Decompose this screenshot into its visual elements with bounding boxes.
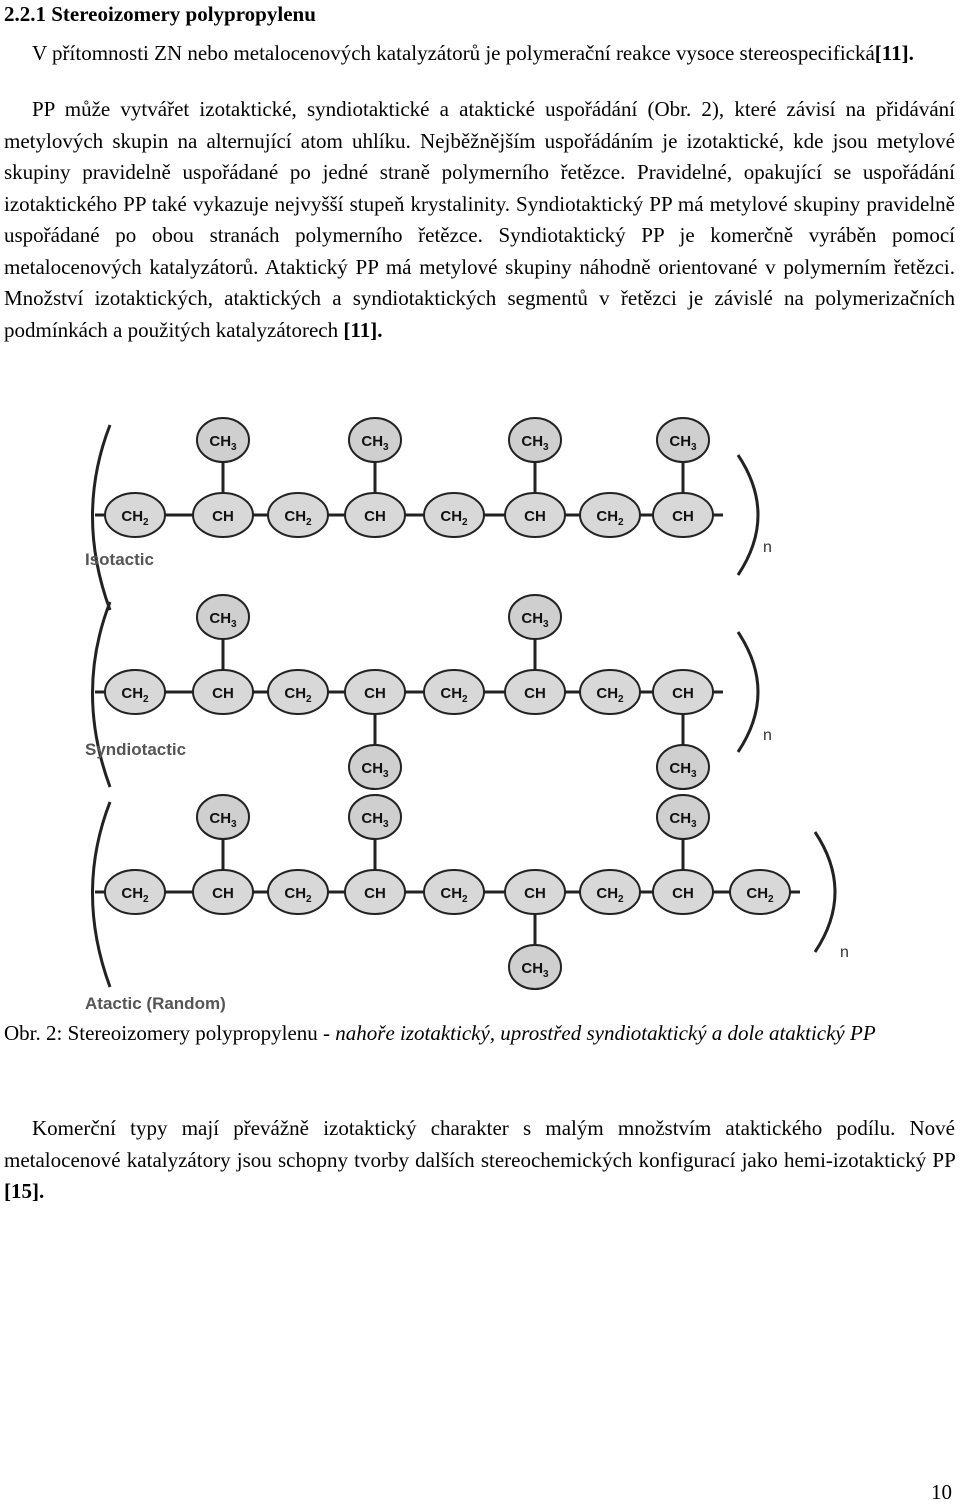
isotactic-ch-label-1: CH bbox=[212, 508, 234, 525]
atactic-ch-label-5: CH bbox=[524, 885, 546, 902]
paragraph-1-text: V přítomnosti ZN nebo metalocenových katalyzátorů je polymerační reakce vysoce stereospecifická bbox=[32, 41, 875, 65]
atactic-ch-label-7: CH bbox=[672, 885, 694, 902]
syndiotactic-right-bracket bbox=[738, 632, 758, 752]
isotactic-ch2-label-4: $CH_2$ bbox=[440, 508, 468, 528]
atactic-ch-label-3: CH bbox=[364, 885, 386, 902]
syndiotactic-ch-label-3: CH bbox=[364, 685, 386, 702]
isotactic-ch2-label-6: $CH_2$ bbox=[596, 508, 624, 528]
atactic-ch2-label-2: $CH_2$ bbox=[284, 885, 312, 905]
paragraph-2-reference: [11]. bbox=[343, 317, 383, 342]
atactic-n-label: n bbox=[840, 944, 849, 961]
atactic-ch3-label-5: $CH_3$ bbox=[521, 960, 549, 980]
syndiotactic-ch-label-5: CH bbox=[524, 685, 546, 702]
atactic-ch2-label-8: $CH_2$ bbox=[746, 885, 774, 905]
isotactic-ch-label-3: CH bbox=[364, 508, 386, 525]
isotactic-ch-label-5: CH bbox=[524, 508, 546, 525]
syndiotactic-ch2-label-2: $CH_2$ bbox=[284, 685, 312, 705]
caption-prefix: Obr. 2: Stereoizomery polypropylenu - bbox=[4, 1021, 336, 1045]
syndiotactic-label: Syndiotactic bbox=[85, 740, 187, 759]
isotactic-right-bracket bbox=[738, 455, 758, 575]
syndiotactic-ch3-label-7: $CH_3$ bbox=[669, 760, 697, 780]
stereoisomer-diagram bbox=[80, 415, 880, 1015]
syndiotactic-ch3-label-1: $CH_3$ bbox=[209, 610, 237, 630]
syndiotactic-ch3-label-3: $CH_3$ bbox=[361, 760, 389, 780]
isotactic-ch3-label-7: $CH_3$ bbox=[669, 433, 697, 453]
syndiotactic-ch-label-7: CH bbox=[672, 685, 694, 702]
atactic-ch3-label-1: $CH_3$ bbox=[209, 810, 237, 830]
isotactic-ch2-label-0: $CH_2$ bbox=[121, 508, 149, 528]
atactic-ch3-label-7: $CH_3$ bbox=[669, 810, 697, 830]
isotactic-ch-label-7: CH bbox=[672, 508, 694, 525]
atactic-label: Atactic (Random) bbox=[85, 994, 226, 1013]
isotactic-n-label: n bbox=[763, 539, 772, 556]
paragraph-2-text: PP může vytvářet izotaktické, syndiotaktické a ataktické uspořádání (Obr. 2), které závisí na přidávání metylových skupin na alternující atom uhlíku. Nejběžnějším uspořádáním je izotaktické, kde jsou metylové skupiny pravidelně uspořádané po jedné straně polymerního řetězce. Pravidelné, opakující se uspořádání izotaktického PP také vykazuje nejvyšší stupeň krystalinity. Syndiotaktický PP má metylové skupiny pravidelně uspořádané po obou stranách polymerního řetězce. Syndiotaktický PP je komerčně vyráběn pomocí metalocenových katalyzátorů. Ataktický PP má metylové skupiny náhodně orientované v polymerním řetězci. Množství izotaktických, ataktických a syndiotaktických segmentů v řetězci je závislé na polymerizačních podmínkách a použitých katalyzátorech bbox=[4, 97, 955, 342]
syndiotactic-ch2-label-6: $CH_2$ bbox=[596, 685, 624, 705]
syndiotactic-ch3-label-5: $CH_3$ bbox=[521, 610, 549, 630]
atactic-ch2-label-6: $CH_2$ bbox=[596, 885, 624, 905]
page-number: 10 bbox=[931, 1480, 952, 1504]
isotactic-ch3-label-5: $CH_3$ bbox=[521, 433, 549, 453]
atactic-ch-label-1: CH bbox=[212, 885, 234, 902]
stereoisomer-figure bbox=[80, 415, 880, 1015]
paragraph-1 bbox=[4, 38, 955, 70]
isotactic-ch3-label-1: $CH_3$ bbox=[209, 433, 237, 453]
paragraph-1-reference: [11]. bbox=[874, 41, 914, 65]
atactic-right-bracket bbox=[815, 832, 835, 952]
atactic-ch2-label-4: $CH_2$ bbox=[440, 885, 468, 905]
paragraph-2 bbox=[4, 94, 955, 346]
isotactic-ch3-label-3: $CH_3$ bbox=[361, 433, 389, 453]
paragraph-3 bbox=[4, 1113, 955, 1208]
paragraph-3-text: Komerční typy mají převážně izotaktický charakter s malým množstvím ataktického podílu. Nové metalocenové katalyzátory jsou schopny tvorby dalších stereochemických konfigurací jako hemi-izotaktický PP bbox=[4, 1116, 955, 1172]
paragraph-3-reference: [15]. bbox=[4, 1179, 45, 1203]
syndiotactic-n-label: n bbox=[763, 727, 772, 744]
syndiotactic-ch2-label-4: $CH_2$ bbox=[440, 685, 468, 705]
caption-italic: nahoře izotaktický, uprostřed syndiotaktický a dole ataktický PP bbox=[335, 1021, 876, 1045]
figure-caption bbox=[4, 1018, 955, 1050]
atactic-ch3-label-3: $CH_3$ bbox=[361, 810, 389, 830]
section-heading: 2.2.1 Stereoizomery polypropylenu bbox=[4, 2, 316, 26]
syndiotactic-ch-label-1: CH bbox=[212, 685, 234, 702]
atactic-ch2-label-0: $CH_2$ bbox=[121, 885, 149, 905]
syndiotactic-ch2-label-0: $CH_2$ bbox=[121, 685, 149, 705]
isotactic-ch2-label-2: $CH_2$ bbox=[284, 508, 312, 528]
isotactic-label: Isotactic bbox=[85, 550, 154, 569]
